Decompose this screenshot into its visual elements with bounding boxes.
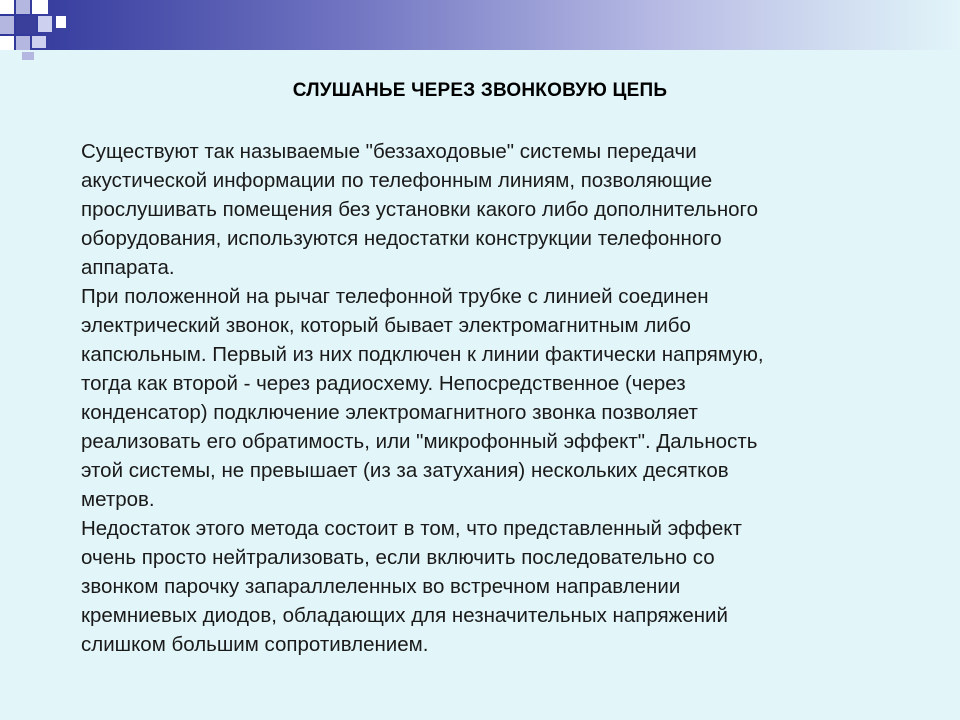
decor-square bbox=[32, 36, 46, 48]
paragraph bbox=[81, 137, 901, 282]
slide-title: СЛУШАНЬЕ ЧЕРЕЗ ЗВОНКОВУЮ ЦЕПЬ bbox=[292, 80, 668, 101]
decor-square bbox=[0, 16, 14, 34]
text-line: капсюльным. Первый из них подключен к линии фактически напрямую, bbox=[81, 343, 764, 366]
text-line: Существуют так называемые "беззаходовые" системы передачи bbox=[81, 140, 697, 163]
text-line: оборудования, используются недостатки конструкции телефонного bbox=[81, 227, 722, 250]
decor-square bbox=[56, 16, 66, 28]
decorative-top-bar bbox=[0, 0, 960, 50]
text-line: тогда как второй - через радиосхему. Непосредственное (через bbox=[81, 372, 686, 395]
decor-square bbox=[0, 36, 14, 50]
text-line: слишком большим сопротивлением. bbox=[81, 633, 429, 656]
text-line: реализовать его обратимость, или "микрофонный эффект". Дальность bbox=[81, 430, 758, 453]
text-line: При положенной на рычаг телефонной трубке с линией соединен bbox=[81, 285, 709, 308]
paragraph bbox=[81, 514, 901, 659]
text-line: аппарата. bbox=[81, 256, 175, 279]
text-line: прослушивать помещения без установки какого либо дополнительного bbox=[81, 198, 758, 221]
decor-square bbox=[16, 0, 30, 14]
decor-square bbox=[16, 16, 36, 34]
slide-body bbox=[81, 137, 901, 659]
text-line: этой системы, не превышает (из за затухания) нескольких десятков bbox=[81, 459, 729, 482]
text-line: конденсатор) подключение электромагнитного звонка позволяет bbox=[81, 401, 698, 424]
decor-square bbox=[16, 36, 30, 50]
text-line: звонком парочку запараллеленных во встречном направлении bbox=[81, 575, 681, 598]
text-line: метров. bbox=[81, 488, 155, 511]
text-line: акустической информации по телефонным линиям, позволяющие bbox=[81, 169, 713, 192]
text-line: электрический звонок, который бывает электромагнитным либо bbox=[81, 314, 691, 337]
decor-square bbox=[22, 52, 34, 60]
text-line: очень просто нейтрализовать, если включить последовательно со bbox=[81, 546, 715, 569]
decor-square bbox=[38, 16, 52, 32]
text-line: кремниевых диодов, обладающих для незначительных напряжений bbox=[81, 604, 728, 627]
paragraph bbox=[81, 282, 901, 514]
decor-square bbox=[32, 0, 48, 14]
decor-square bbox=[0, 0, 14, 14]
text-line: Недостаток этого метода состоит в том, что представленный эффект bbox=[81, 517, 742, 540]
